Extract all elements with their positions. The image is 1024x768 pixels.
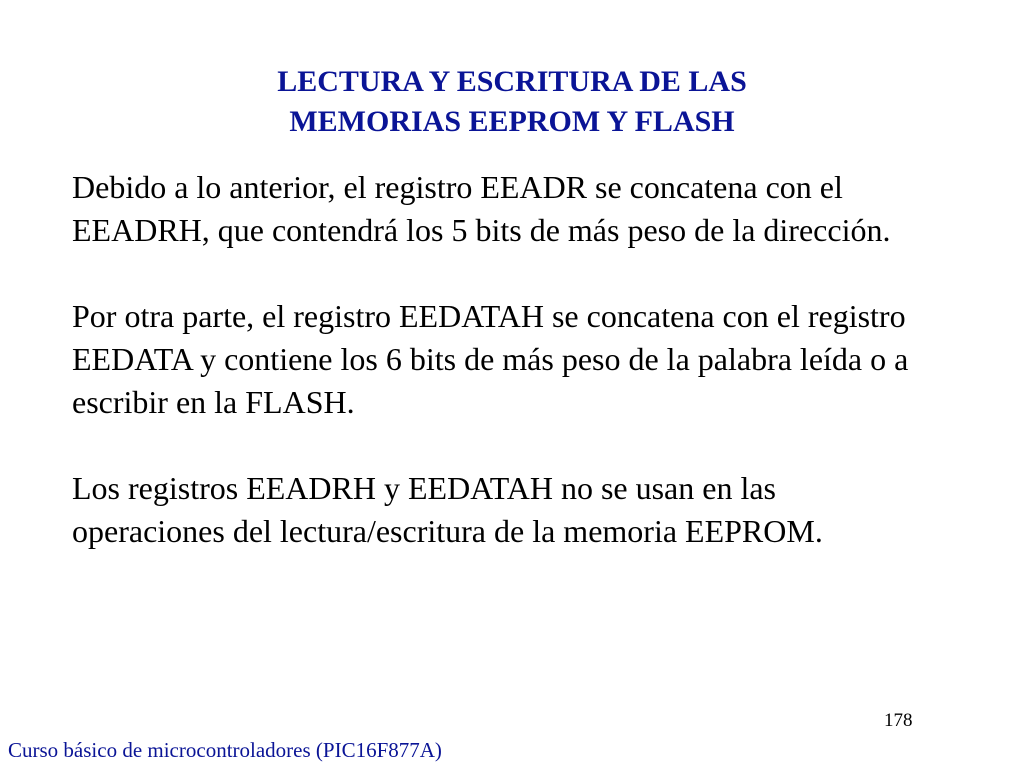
slide-title-line-1: LECTURA Y ESCRITURA DE LAS — [277, 65, 747, 98]
footer-course-title: Curso básico de microcontroladores (PIC16F877A) — [8, 738, 442, 762]
slide-body — [72, 166, 992, 596]
paragraph-3-line-1: Los registros EEADRH y EEDATAH no se usan en las — [72, 470, 776, 506]
slide-title-line-2: MEMORIAS EEPROM Y FLASH — [289, 105, 735, 138]
slide-title — [0, 62, 1024, 142]
paragraph-3-line-2: operaciones del lectura/escritura de la memoria EEPROM. — [72, 513, 823, 549]
paragraph-2 — [72, 295, 992, 424]
paragraph-3 — [72, 467, 992, 553]
paragraph-1-line-1: Debido a lo anterior, el registro EEADR se concatena con el — [72, 169, 843, 205]
paragraph-2-line-3: escribir en la FLASH. — [72, 384, 355, 420]
paragraph-2-line-1: Por otra parte, el registro EEDATAH se concatena con el registro — [72, 298, 906, 334]
paragraph-2-line-2: EEDATA y contiene los 6 bits de más peso de la palabra leída o a — [72, 341, 909, 377]
page-number: 178 — [884, 710, 913, 731]
paragraph-1-line-2: EEADRH, que contendrá los 5 bits de más peso de la dirección. — [72, 212, 891, 248]
paragraph-1 — [72, 166, 992, 252]
